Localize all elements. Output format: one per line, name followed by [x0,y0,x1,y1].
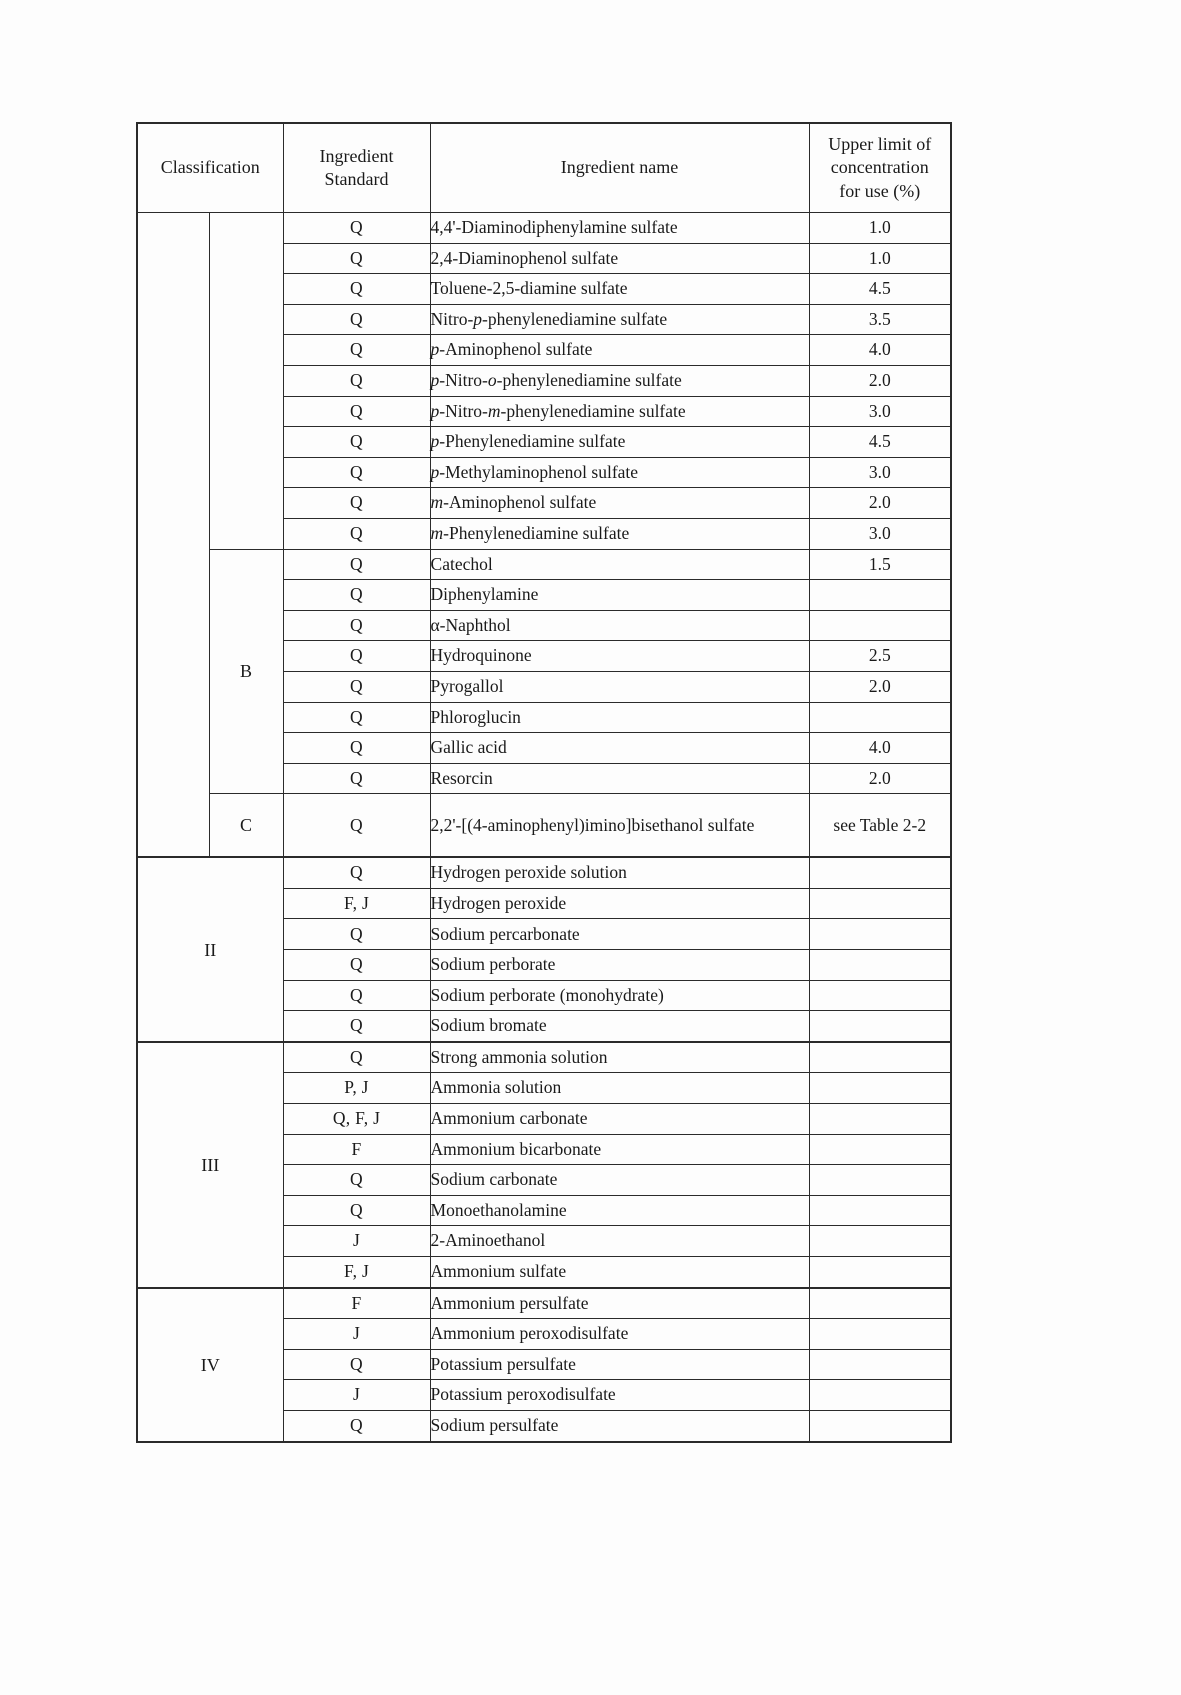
ingredient-standard-cell: Q [283,1349,430,1380]
concentration-limit-cell [809,1104,951,1135]
ingredient-standard-cell: Q [283,549,430,580]
ingredient-standard-cell: Q [283,733,430,764]
ingredient-standard-cell: Q [283,610,430,641]
concentration-limit-cell [809,1134,951,1165]
ingredient-standard-cell: Q [283,1042,430,1073]
ingredient-standard-cell: Q [283,1011,430,1042]
ingredient-name-cell: Nitro-p-phenylenediamine sulfate [430,304,809,335]
concentration-limit-cell [809,1410,951,1441]
ingredient-standard-cell: Q [283,919,430,950]
header-ingredient-name: Ingredient name [430,123,809,213]
concentration-limit-cell: 4.0 [809,335,951,366]
classification-subgroup-cell: C [209,794,283,858]
ingredient-standard-cell: Q [283,1410,430,1441]
concentration-limit-cell: 3.5 [809,304,951,335]
concentration-limit-cell [809,1042,951,1073]
ingredient-name-cell: Potassium persulfate [430,1349,809,1380]
ingredient-name-cell: Hydroquinone [430,641,809,672]
ingredient-standard-cell: F [283,1288,430,1319]
table-row [137,1288,951,1319]
ingredient-name-cell: 2,2'-[(4-aminophenyl)imino]bisethanol sulfate [430,794,809,858]
concentration-limit-cell [809,702,951,733]
ingredient-name-cell: Hydrogen peroxide solution [430,857,809,888]
ingredient-name-cell: 4,4'-Diaminodiphenylamine sulfate [430,213,809,244]
ingredient-name-cell: Sodium percarbonate [430,919,809,950]
ingredient-standard-cell: Q [283,950,430,981]
concentration-limit-cell [809,1319,951,1350]
header-classification: Classification [137,123,283,213]
concentration-limit-cell: 3.0 [809,518,951,549]
ingredient-name-cell: Diphenylamine [430,580,809,611]
concentration-limit-cell [809,1073,951,1104]
ingredient-standard-cell: Q [283,1195,430,1226]
ingredient-name-cell: Ammonium sulfate [430,1257,809,1288]
concentration-limit-cell [809,1349,951,1380]
classification-group-cell: II [137,857,283,1042]
concentration-limit-cell [809,1165,951,1196]
table-row [137,1042,951,1073]
ingredient-name-cell: m-Aminophenol sulfate [430,488,809,519]
ingredient-name-cell: Resorcin [430,763,809,794]
concentration-limit-cell: 4.5 [809,427,951,458]
table-row [137,857,951,888]
concentration-limit-cell [809,610,951,641]
classification-group-cell: IV [137,1288,283,1442]
ingredient-name-cell: Sodium perborate (monohydrate) [430,980,809,1011]
concentration-limit-cell [809,1226,951,1257]
ingredient-standard-cell: Q [283,243,430,274]
concentration-limit-cell [809,1288,951,1319]
ingredient-name-cell: Toluene-2,5-diamine sulfate [430,274,809,305]
ingredient-name-cell: Pyrogallol [430,671,809,702]
ingredient-regulation-table-container [136,122,950,1443]
classification-group-cell: III [137,1042,283,1288]
concentration-limit-cell [809,980,951,1011]
ingredient-standard-cell: Q [283,763,430,794]
table-header [137,123,951,213]
concentration-limit-cell: see Table 2-2 [809,794,951,858]
ingredient-standard-cell: J [283,1226,430,1257]
ingredient-name-cell: p-Aminophenol sulfate [430,335,809,366]
header-ingredient-standard-line1: Ingredient [319,145,394,166]
concentration-limit-cell [809,888,951,919]
concentration-limit-cell [809,580,951,611]
concentration-limit-cell: 4.0 [809,733,951,764]
ingredient-name-cell: Sodium perborate [430,950,809,981]
header-row [137,123,951,213]
ingredient-standard-cell: Q [283,274,430,305]
ingredient-standard-cell: Q [283,857,430,888]
ingredient-name-cell: Gallic acid [430,733,809,764]
ingredient-name-cell: Ammonia solution [430,1073,809,1104]
concentration-limit-cell: 2.0 [809,365,951,396]
ingredient-name-cell: p-Phenylenediamine sulfate [430,427,809,458]
ingredient-name-cell: Potassium peroxodisulfate [430,1380,809,1411]
concentration-limit-cell: 1.5 [809,549,951,580]
ingredient-name-cell: Ammonium peroxodisulfate [430,1319,809,1350]
concentration-limit-cell [809,1380,951,1411]
ingredient-standard-cell: Q [283,304,430,335]
concentration-limit-cell: 3.0 [809,396,951,427]
concentration-limit-cell [809,919,951,950]
header-upper-limit [809,123,951,213]
concentration-limit-cell: 1.0 [809,213,951,244]
ingredient-standard-cell: Q [283,980,430,1011]
table-row [137,794,951,858]
ingredient-standard-cell: Q, F, J [283,1104,430,1135]
ingredient-standard-cell: Q [283,396,430,427]
ingredient-standard-cell: F [283,1134,430,1165]
table-row [137,213,951,244]
ingredient-name-cell: Sodium persulfate [430,1410,809,1441]
ingredient-standard-cell: Q [283,702,430,733]
ingredient-standard-cell: P, J [283,1073,430,1104]
header-upper-limit-line2: concentration [830,157,929,178]
header-upper-limit-line1: Upper limit of [828,134,932,155]
concentration-limit-cell [809,857,951,888]
classification-subgroup-cell: B [209,549,283,794]
ingredient-name-cell: 2-Aminoethanol [430,1226,809,1257]
ingredient-name-cell: Sodium carbonate [430,1165,809,1196]
ingredient-name-cell: 2,4-Diaminophenol sulfate [430,243,809,274]
ingredient-standard-cell: Q [283,488,430,519]
ingredient-name-cell: p-Nitro-m-phenylenediamine sulfate [430,396,809,427]
ingredient-standard-cell: J [283,1380,430,1411]
ingredient-name-cell: Hydrogen peroxide [430,888,809,919]
concentration-limit-cell: 4.5 [809,274,951,305]
concentration-limit-cell: 3.0 [809,457,951,488]
ingredient-name-cell: Phloroglucin [430,702,809,733]
concentration-limit-cell [809,1011,951,1042]
ingredient-name-cell: α-Naphthol [430,610,809,641]
header-ingredient-standard-line2: Standard [324,169,389,189]
header-ingredient-standard [283,123,430,213]
ingredient-name-cell: Strong ammonia solution [430,1042,809,1073]
classification-subgroup-cell [209,213,283,550]
ingredient-name-cell: m-Phenylenediamine sulfate [430,518,809,549]
header-upper-limit-line3: for use (%) [839,180,921,201]
ingredient-name-cell: Ammonium persulfate [430,1288,809,1319]
ingredient-name-cell: Catechol [430,549,809,580]
ingredient-name-cell: Sodium bromate [430,1011,809,1042]
concentration-limit-cell [809,950,951,981]
ingredient-standard-cell: J [283,1319,430,1350]
concentration-limit-cell: 1.0 [809,243,951,274]
concentration-limit-cell [809,1195,951,1226]
ingredient-standard-cell: Q [283,213,430,244]
ingredient-standard-cell: Q [283,518,430,549]
concentration-limit-cell: 2.5 [809,641,951,672]
ingredient-standard-cell: Q [283,641,430,672]
concentration-limit-cell [809,1257,951,1288]
ingredient-name-cell: p-Nitro-o-phenylenediamine sulfate [430,365,809,396]
ingredient-standard-cell: Q [283,671,430,702]
concentration-limit-cell: 2.0 [809,763,951,794]
ingredient-name-cell: p-Methylaminophenol sulfate [430,457,809,488]
ingredient-standard-cell: Q [283,335,430,366]
ingredient-standard-cell: Q [283,794,430,858]
ingredient-name-cell: Monoethanolamine [430,1195,809,1226]
ingredient-standard-cell: Q [283,427,430,458]
ingredient-standard-cell: Q [283,365,430,396]
table-body [137,213,951,1442]
ingredient-standard-cell: F, J [283,888,430,919]
concentration-limit-cell: 2.0 [809,671,951,702]
ingredient-standard-cell: F, J [283,1257,430,1288]
ingredient-standard-cell: Q [283,457,430,488]
classification-group-cell [137,213,209,858]
ingredient-name-cell: Ammonium carbonate [430,1104,809,1135]
ingredient-standard-cell: Q [283,1165,430,1196]
table-row [137,549,951,580]
concentration-limit-cell: 2.0 [809,488,951,519]
ingredient-name-cell: Ammonium bicarbonate [430,1134,809,1165]
ingredient-standard-cell: Q [283,580,430,611]
ingredient-regulation-table [136,122,952,1443]
